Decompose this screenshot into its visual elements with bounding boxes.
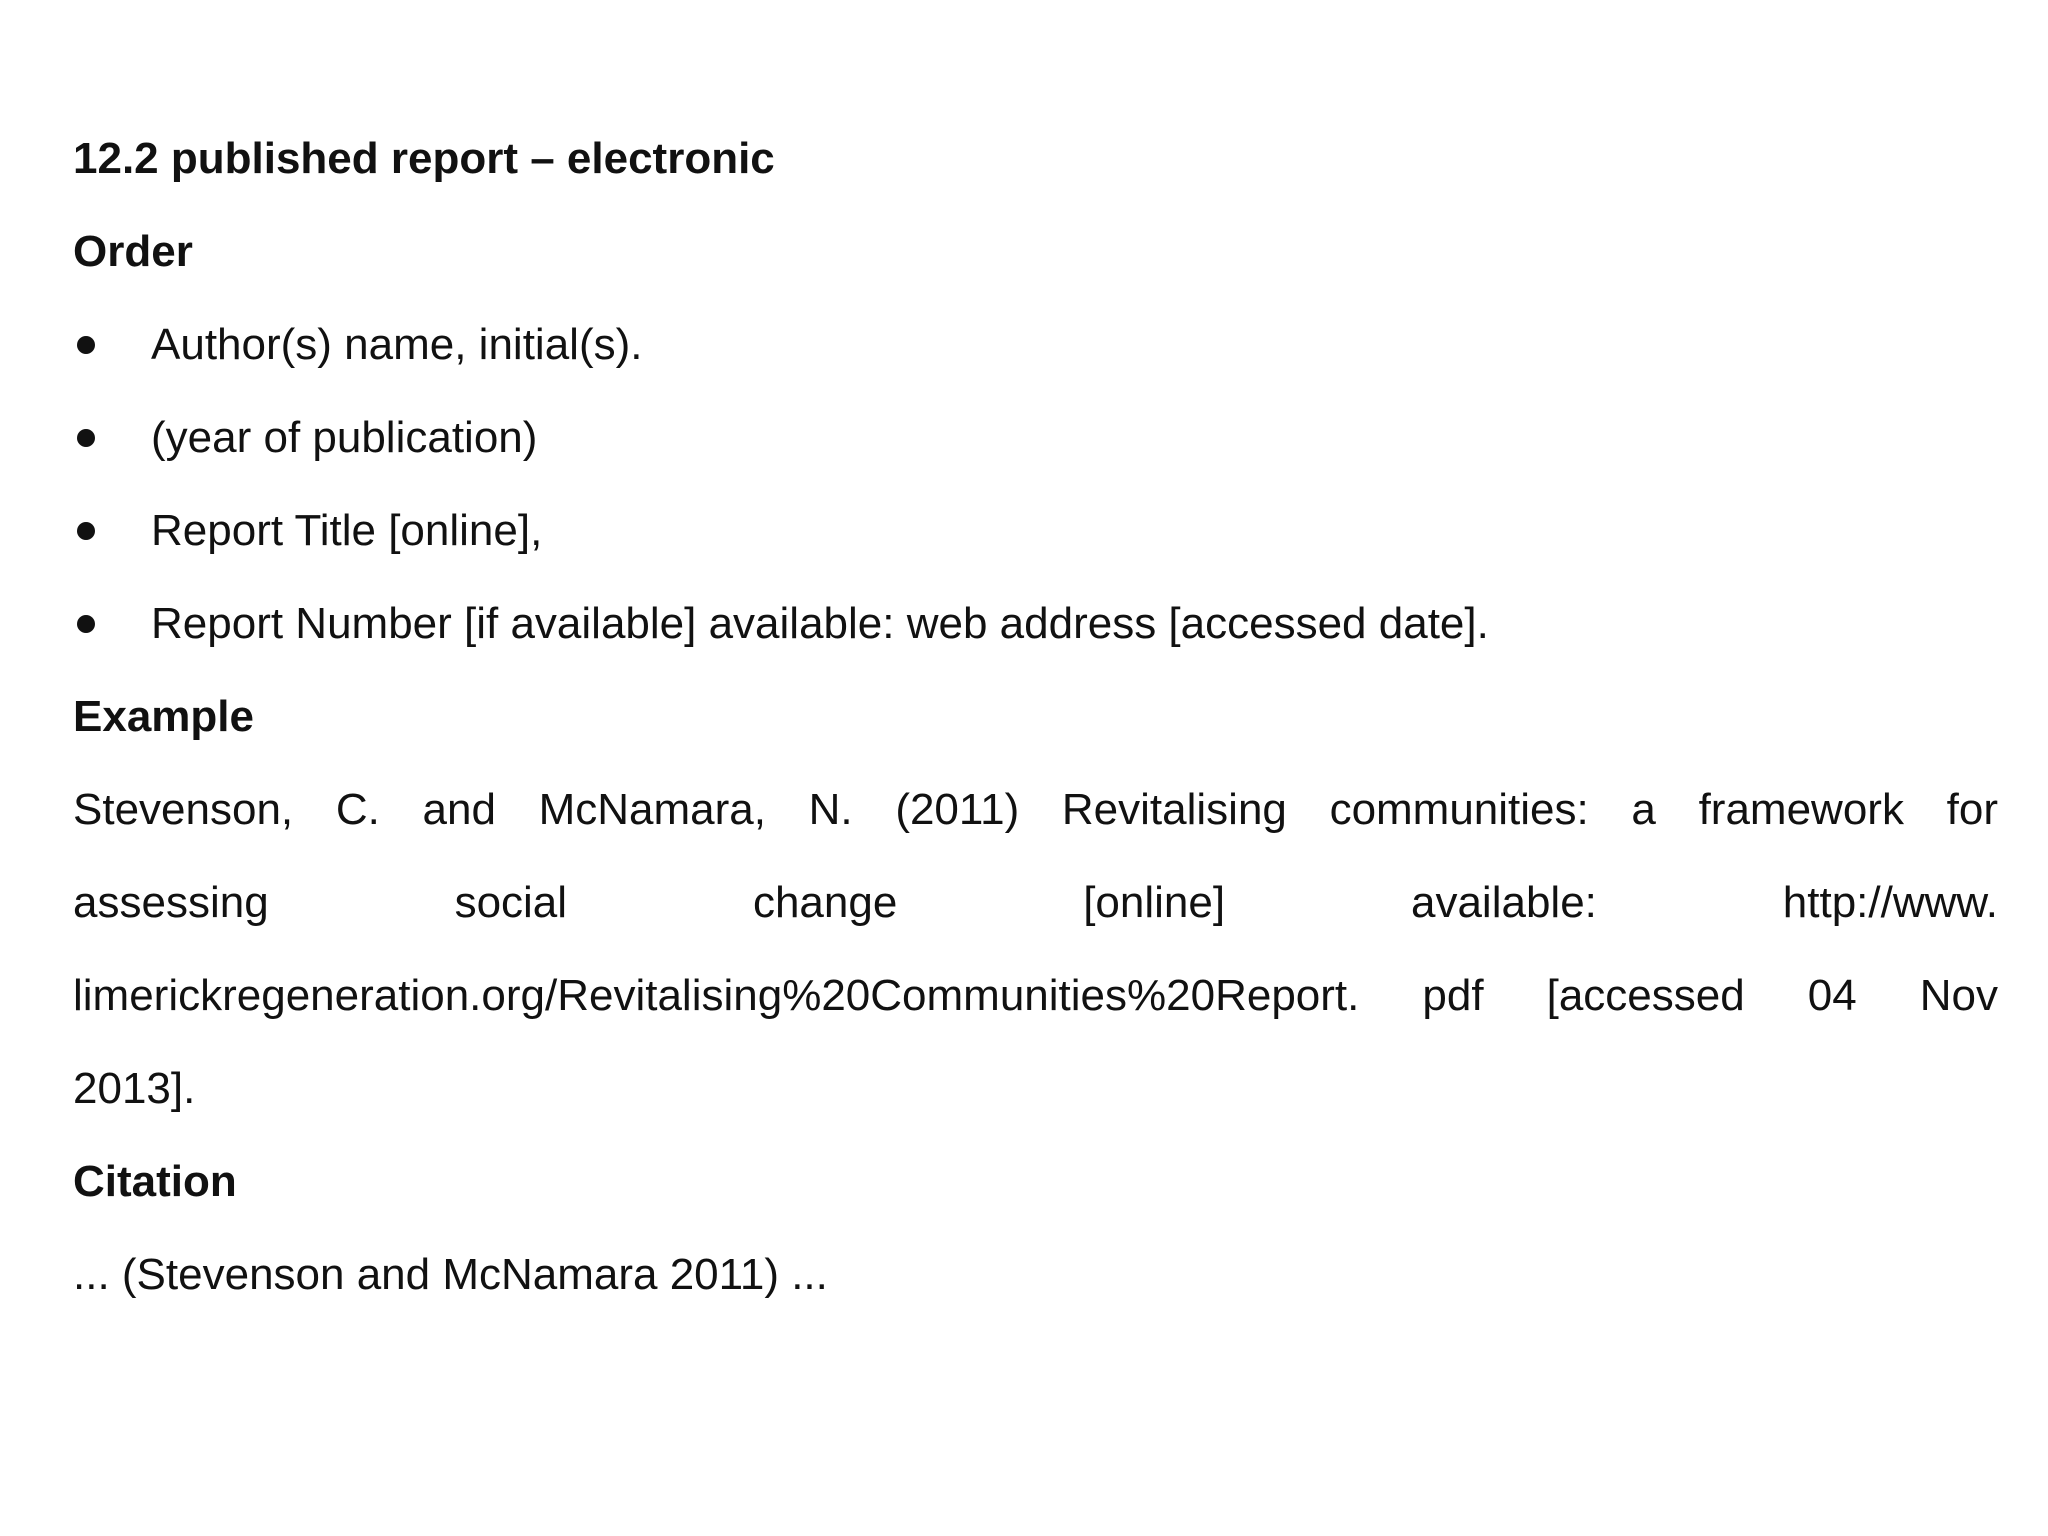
example-word: framework xyxy=(1698,785,1904,834)
bullet-icon xyxy=(73,336,151,354)
bullet-icon xyxy=(73,615,151,633)
example-word: McNamara, xyxy=(538,785,766,834)
example-line xyxy=(73,856,1998,949)
example-word: Nov xyxy=(1919,971,1998,1020)
order-item xyxy=(73,298,1998,391)
order-heading: Order xyxy=(73,227,193,276)
example-word: http://www. xyxy=(1782,878,1998,927)
example-word: limerickregeneration.org/Revitalising%20Communities%20Report. xyxy=(73,971,1360,1020)
order-item-text: Report Number [if available] available: web address [accessed date]. xyxy=(151,598,1489,648)
example-word: [online] xyxy=(1083,878,1226,927)
example-word: assessing xyxy=(73,878,269,927)
bullet-icon xyxy=(73,429,151,447)
example-heading: Example xyxy=(73,692,254,741)
bullet-icon xyxy=(73,522,151,540)
example-word: N. xyxy=(808,785,853,834)
example-word: Stevenson, xyxy=(73,785,294,834)
example-word: (2011) xyxy=(895,785,1020,834)
example-word: 04 xyxy=(1807,971,1857,1020)
example-word: [accessed xyxy=(1546,971,1745,1020)
order-item xyxy=(73,577,1998,670)
order-item-text: Report Title [online], xyxy=(151,505,543,555)
example-word: Revitalising xyxy=(1061,785,1287,834)
example-word: a xyxy=(1631,785,1656,834)
citation-text: ... (Stevenson and McNamara 2011) ... xyxy=(73,1250,828,1299)
document-page xyxy=(73,112,1998,1321)
order-item-text: (year of publication) xyxy=(151,412,538,462)
example-word: communities: xyxy=(1329,785,1589,834)
example-line xyxy=(73,763,1998,856)
section-title: 12.2 published report – electronic xyxy=(73,134,775,183)
example-word: available: xyxy=(1410,878,1597,927)
example-line xyxy=(73,949,1998,1042)
example-word: for xyxy=(1946,785,1998,834)
order-item xyxy=(73,391,1998,484)
example-last-line: 2013]. xyxy=(73,1064,196,1113)
example-word: pdf xyxy=(1422,971,1484,1020)
order-item-text: Author(s) name, initial(s). xyxy=(151,319,643,369)
citation-heading: Citation xyxy=(73,1157,237,1206)
example-word: change xyxy=(752,878,898,927)
order-item xyxy=(73,484,1998,577)
example-word: C. xyxy=(335,785,380,834)
example-reference xyxy=(73,763,1998,1135)
order-list xyxy=(73,298,1998,670)
example-word: social xyxy=(454,878,568,927)
example-word: and xyxy=(422,785,496,834)
